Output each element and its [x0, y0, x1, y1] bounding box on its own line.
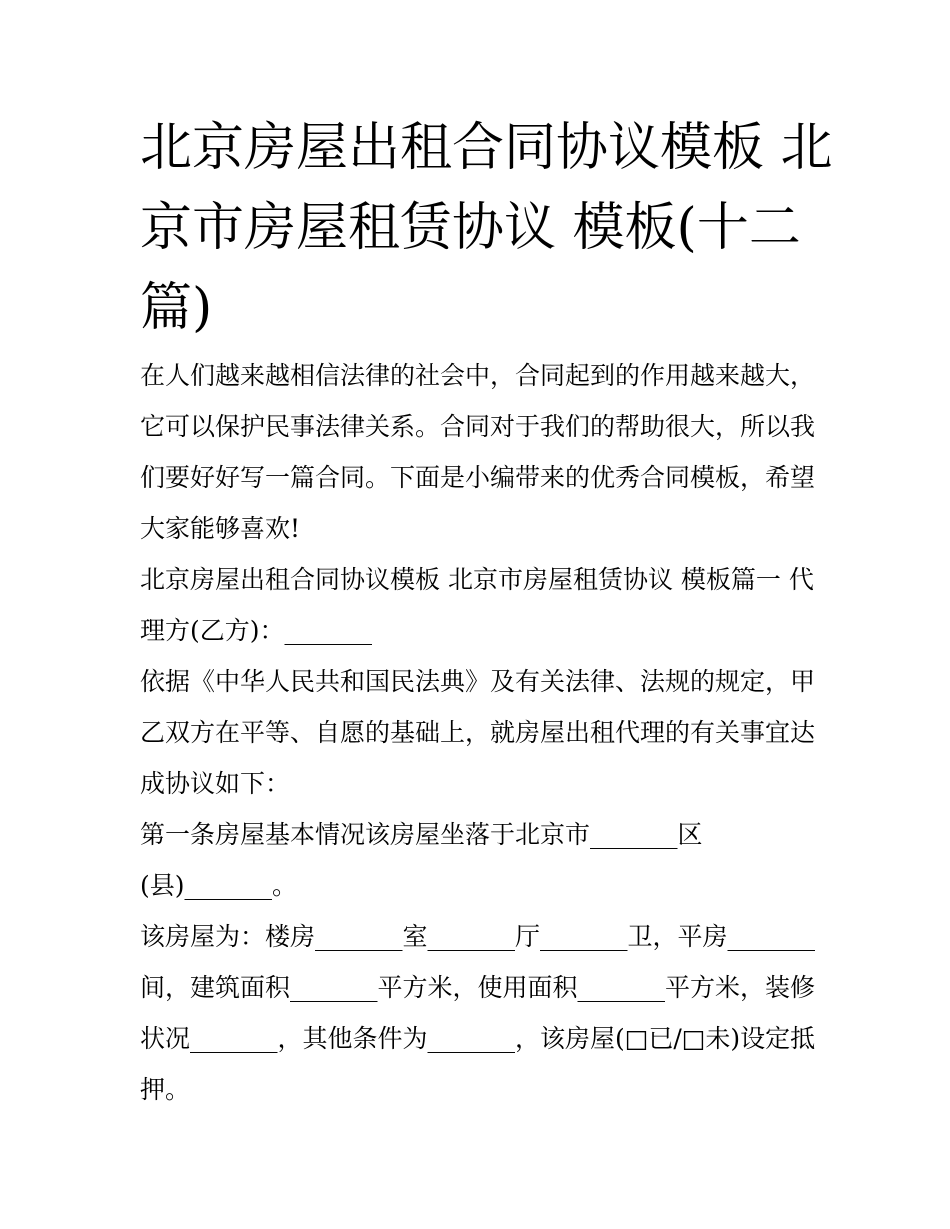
- title-line: 篇): [140, 278, 213, 338]
- document-body: [140, 350, 830, 1115]
- body-line: 该房屋为：楼房_______室_______厅_______卫，平房_______: [140, 922, 816, 951]
- body-line: 北京房屋出租合同协议模板 北京市房屋租赁协议 模板篇一 代: [140, 565, 814, 594]
- title-line: 京市房屋租赁协议 模板(十二: [140, 198, 801, 258]
- body-line: (县)_______。: [140, 871, 298, 900]
- body-line: 成协议如下：: [140, 769, 291, 798]
- body-line: 它可以保护民事法律关系。合同对于我们的帮助很大，所以我: [140, 412, 816, 441]
- body-line: 大家能够喜欢!: [140, 514, 301, 543]
- body-line: 在人们越来越相信法律的社会中，合同起到的作用越来越大，: [140, 361, 816, 390]
- body-line: 们要好好写一篇合同。下面是小编带来的优秀合同模板，希望: [140, 463, 816, 492]
- body-line: 间，建筑面积_______平方米，使用面积_______平方米，装修: [140, 973, 816, 1002]
- document-title: [140, 108, 833, 348]
- body-line: 第一条房屋基本情况该房屋坐落于北京市_______区: [140, 820, 703, 849]
- body-line: 押。: [140, 1075, 191, 1104]
- body-line: 理方(乙方)：_______: [140, 616, 373, 645]
- title-line: 北京房屋出租合同协议模板 北: [140, 118, 833, 178]
- body-line: 状况_______，其他条件为_______，该房屋(□已/□未)设定抵: [140, 1024, 816, 1053]
- body-line: 依据《中华人民共和国民法典》及有关法律、法规的规定，甲: [140, 667, 816, 696]
- body-line: 乙双方在平等、自愿的基础上，就房屋出租代理的有关事宜达: [140, 718, 816, 747]
